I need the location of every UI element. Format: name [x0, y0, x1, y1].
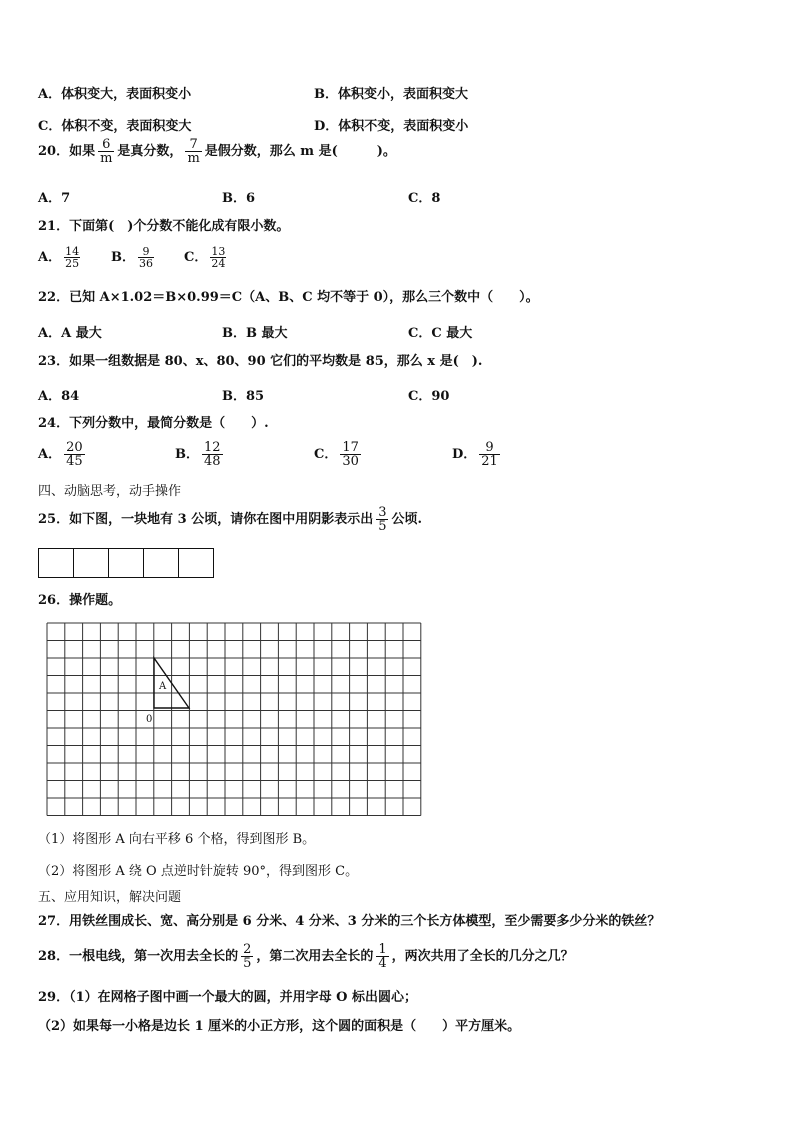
q28-fraction-1-denominator: 5 — [243, 956, 252, 971]
q24-option-c-numerator: 17 — [342, 440, 359, 455]
q21-option-b-label: B． — [111, 250, 135, 265]
section-5-heading: 五、应用知识，解决问题 — [38, 890, 182, 905]
q24-option-b-fraction — [202, 441, 223, 468]
q26-sub-2: （2）将图形 A 绕 O 点逆时针旋转 90°，得到图形 C。 — [38, 864, 359, 879]
q21-option-a-fraction — [64, 246, 80, 269]
q20-option-a: A．7 — [38, 191, 71, 206]
q27-question: 27．用铁丝围成长、宽、高分别是 6 分米、4 分米、3 分米的三个长方体模型，至少需要多少分米的铁丝？ — [38, 914, 661, 929]
q26-sub-1: （1）将图形 A 向右平移 6 个格，得到图形 B。 — [38, 832, 316, 847]
q21-option-b-fraction — [138, 246, 154, 269]
q23-option-b: B．85 — [222, 389, 265, 404]
q22-option-b: B．B 最大 — [222, 326, 288, 341]
q24-option-b-label: B． — [175, 447, 199, 462]
q24-option-d — [452, 441, 503, 468]
q24-option-b — [175, 441, 226, 468]
q25-fraction — [376, 506, 388, 533]
q21-option-a-numerator: 14 — [65, 245, 80, 258]
q24-option-c — [314, 441, 364, 468]
q21-option-c — [184, 246, 229, 269]
q28-fraction-1 — [241, 943, 253, 970]
q22-option-a: A．A 最大 — [38, 326, 102, 341]
q26-question: 26．操作题。 — [38, 593, 122, 608]
land-cell[interactable] — [178, 548, 214, 578]
q19-option-b: B．体积变小，表面积变大 — [314, 87, 468, 102]
q28-prefix: 28．一根电线，第一次用去全长的 — [38, 949, 239, 964]
q28-question — [38, 943, 574, 970]
q20-fraction-1 — [98, 138, 114, 165]
q19-option-c: C．体积不变，表面积变大 — [38, 119, 192, 134]
q20-fraction-2 — [185, 138, 201, 165]
q28-middle: ，第二次用去全长的 — [256, 949, 374, 964]
q23-question: 23．如果一组数据是 80、x、80、90 它们的平均数是 85，那么 x 是( ). — [38, 354, 483, 369]
q24-option-d-label: D． — [452, 447, 477, 462]
q20-option-b: B．6 — [222, 191, 256, 206]
q20-question — [38, 138, 396, 165]
q21-option-c-fraction — [210, 246, 226, 269]
q23-option-c: C．90 — [408, 389, 450, 404]
q24-option-a-numerator: 20 — [66, 440, 83, 455]
q28-fraction-1-numerator: 2 — [243, 942, 252, 957]
q21-option-b-numerator: 9 — [142, 245, 150, 258]
q24-option-a-fraction — [64, 441, 85, 468]
q25-fraction-numerator: 3 — [378, 505, 387, 520]
q21-question: 21．下面第( )个分数不能化成有限小数。 — [38, 219, 290, 234]
land-cell[interactable] — [38, 548, 74, 578]
grid-lines — [47, 623, 421, 816]
triangle-a-label: A — [159, 681, 167, 692]
point-o-label: 0 — [146, 714, 153, 725]
q20-middle-2: 是假分数，那么 m 是( )。 — [204, 144, 396, 159]
q24-option-c-denominator: 30 — [342, 454, 359, 469]
q22-option-c: C．C 最大 — [408, 326, 473, 341]
q20-fraction-2-numerator: 7 — [189, 137, 198, 152]
q24-option-c-label: C． — [314, 447, 338, 462]
q24-option-b-denominator: 48 — [204, 454, 221, 469]
q28-suffix: ，两次共用了全长的几分之几？ — [391, 949, 574, 964]
q20-fraction-1-denominator: m — [100, 151, 113, 166]
q21-option-c-label: C． — [184, 250, 208, 265]
q21-option-b — [111, 246, 157, 269]
q24-option-d-denominator: 21 — [481, 454, 498, 469]
q21-option-c-denominator: 24 — [211, 257, 226, 270]
q21-option-a-denominator: 25 — [65, 257, 80, 270]
q23-option-a: A．84 — [38, 389, 80, 404]
q28-fraction-2-denominator: 4 — [378, 956, 387, 971]
q20-fraction-1-numerator: 6 — [102, 137, 111, 152]
q25-prefix: 25．如下图，一块地有 3 公顷，请你在图中用阴影表示出 — [38, 512, 374, 527]
q25-question — [38, 506, 422, 533]
q29-sub-1: 29．（1）在网格子图中画一个最大的圆，并用字母 O 标出圆心； — [38, 990, 418, 1005]
land-cell[interactable] — [143, 548, 179, 578]
section-4-heading: 四、动脑思考，动手操作 — [38, 484, 182, 499]
q24-option-c-fraction — [340, 441, 361, 468]
q22-question: 22．已知 A×1.02＝B×0.99＝C（A、B、C 均不等于 0），那么三个数中（ ）。 — [38, 290, 539, 305]
q28-fraction-2 — [376, 943, 388, 970]
q24-question: 24．下列分数中，最简分数是（ ）. — [38, 416, 269, 431]
q19-option-a: A．体积变大，表面积变小 — [38, 87, 192, 102]
land-cell[interactable] — [73, 548, 109, 578]
q20-middle-1: 是真分数， — [117, 144, 183, 159]
q21-option-a — [38, 246, 83, 269]
q28-fraction-2-numerator: 1 — [378, 942, 387, 957]
q25-fraction-denominator: 5 — [378, 519, 387, 534]
q24-option-a — [38, 441, 88, 468]
q21-option-c-numerator: 13 — [211, 245, 226, 258]
q24-option-b-numerator: 12 — [204, 440, 221, 455]
q24-option-d-fraction — [479, 441, 500, 468]
land-cell[interactable] — [108, 548, 144, 578]
q26-grid-figure[interactable] — [46, 622, 424, 816]
q24-option-d-numerator: 9 — [485, 440, 494, 455]
q20-fraction-2-denominator: m — [187, 151, 200, 166]
q29-sub-2: （2）如果每一小格是边长 1 厘米的小正方形，这个圆的面积是（ ）平方厘米。 — [38, 1019, 521, 1034]
q25-land-strip — [38, 548, 214, 578]
q20-prefix: 20．如果 — [38, 144, 96, 159]
q24-option-a-label: A． — [38, 447, 62, 462]
q24-option-a-denominator: 45 — [66, 454, 83, 469]
q21-option-b-denominator: 36 — [139, 257, 153, 270]
q25-suffix: 公顷. — [391, 512, 423, 527]
q21-option-a-label: A． — [38, 250, 62, 265]
q20-option-c: C．8 — [408, 191, 441, 206]
q19-option-d: D．体积不变，表面积变小 — [314, 119, 469, 134]
